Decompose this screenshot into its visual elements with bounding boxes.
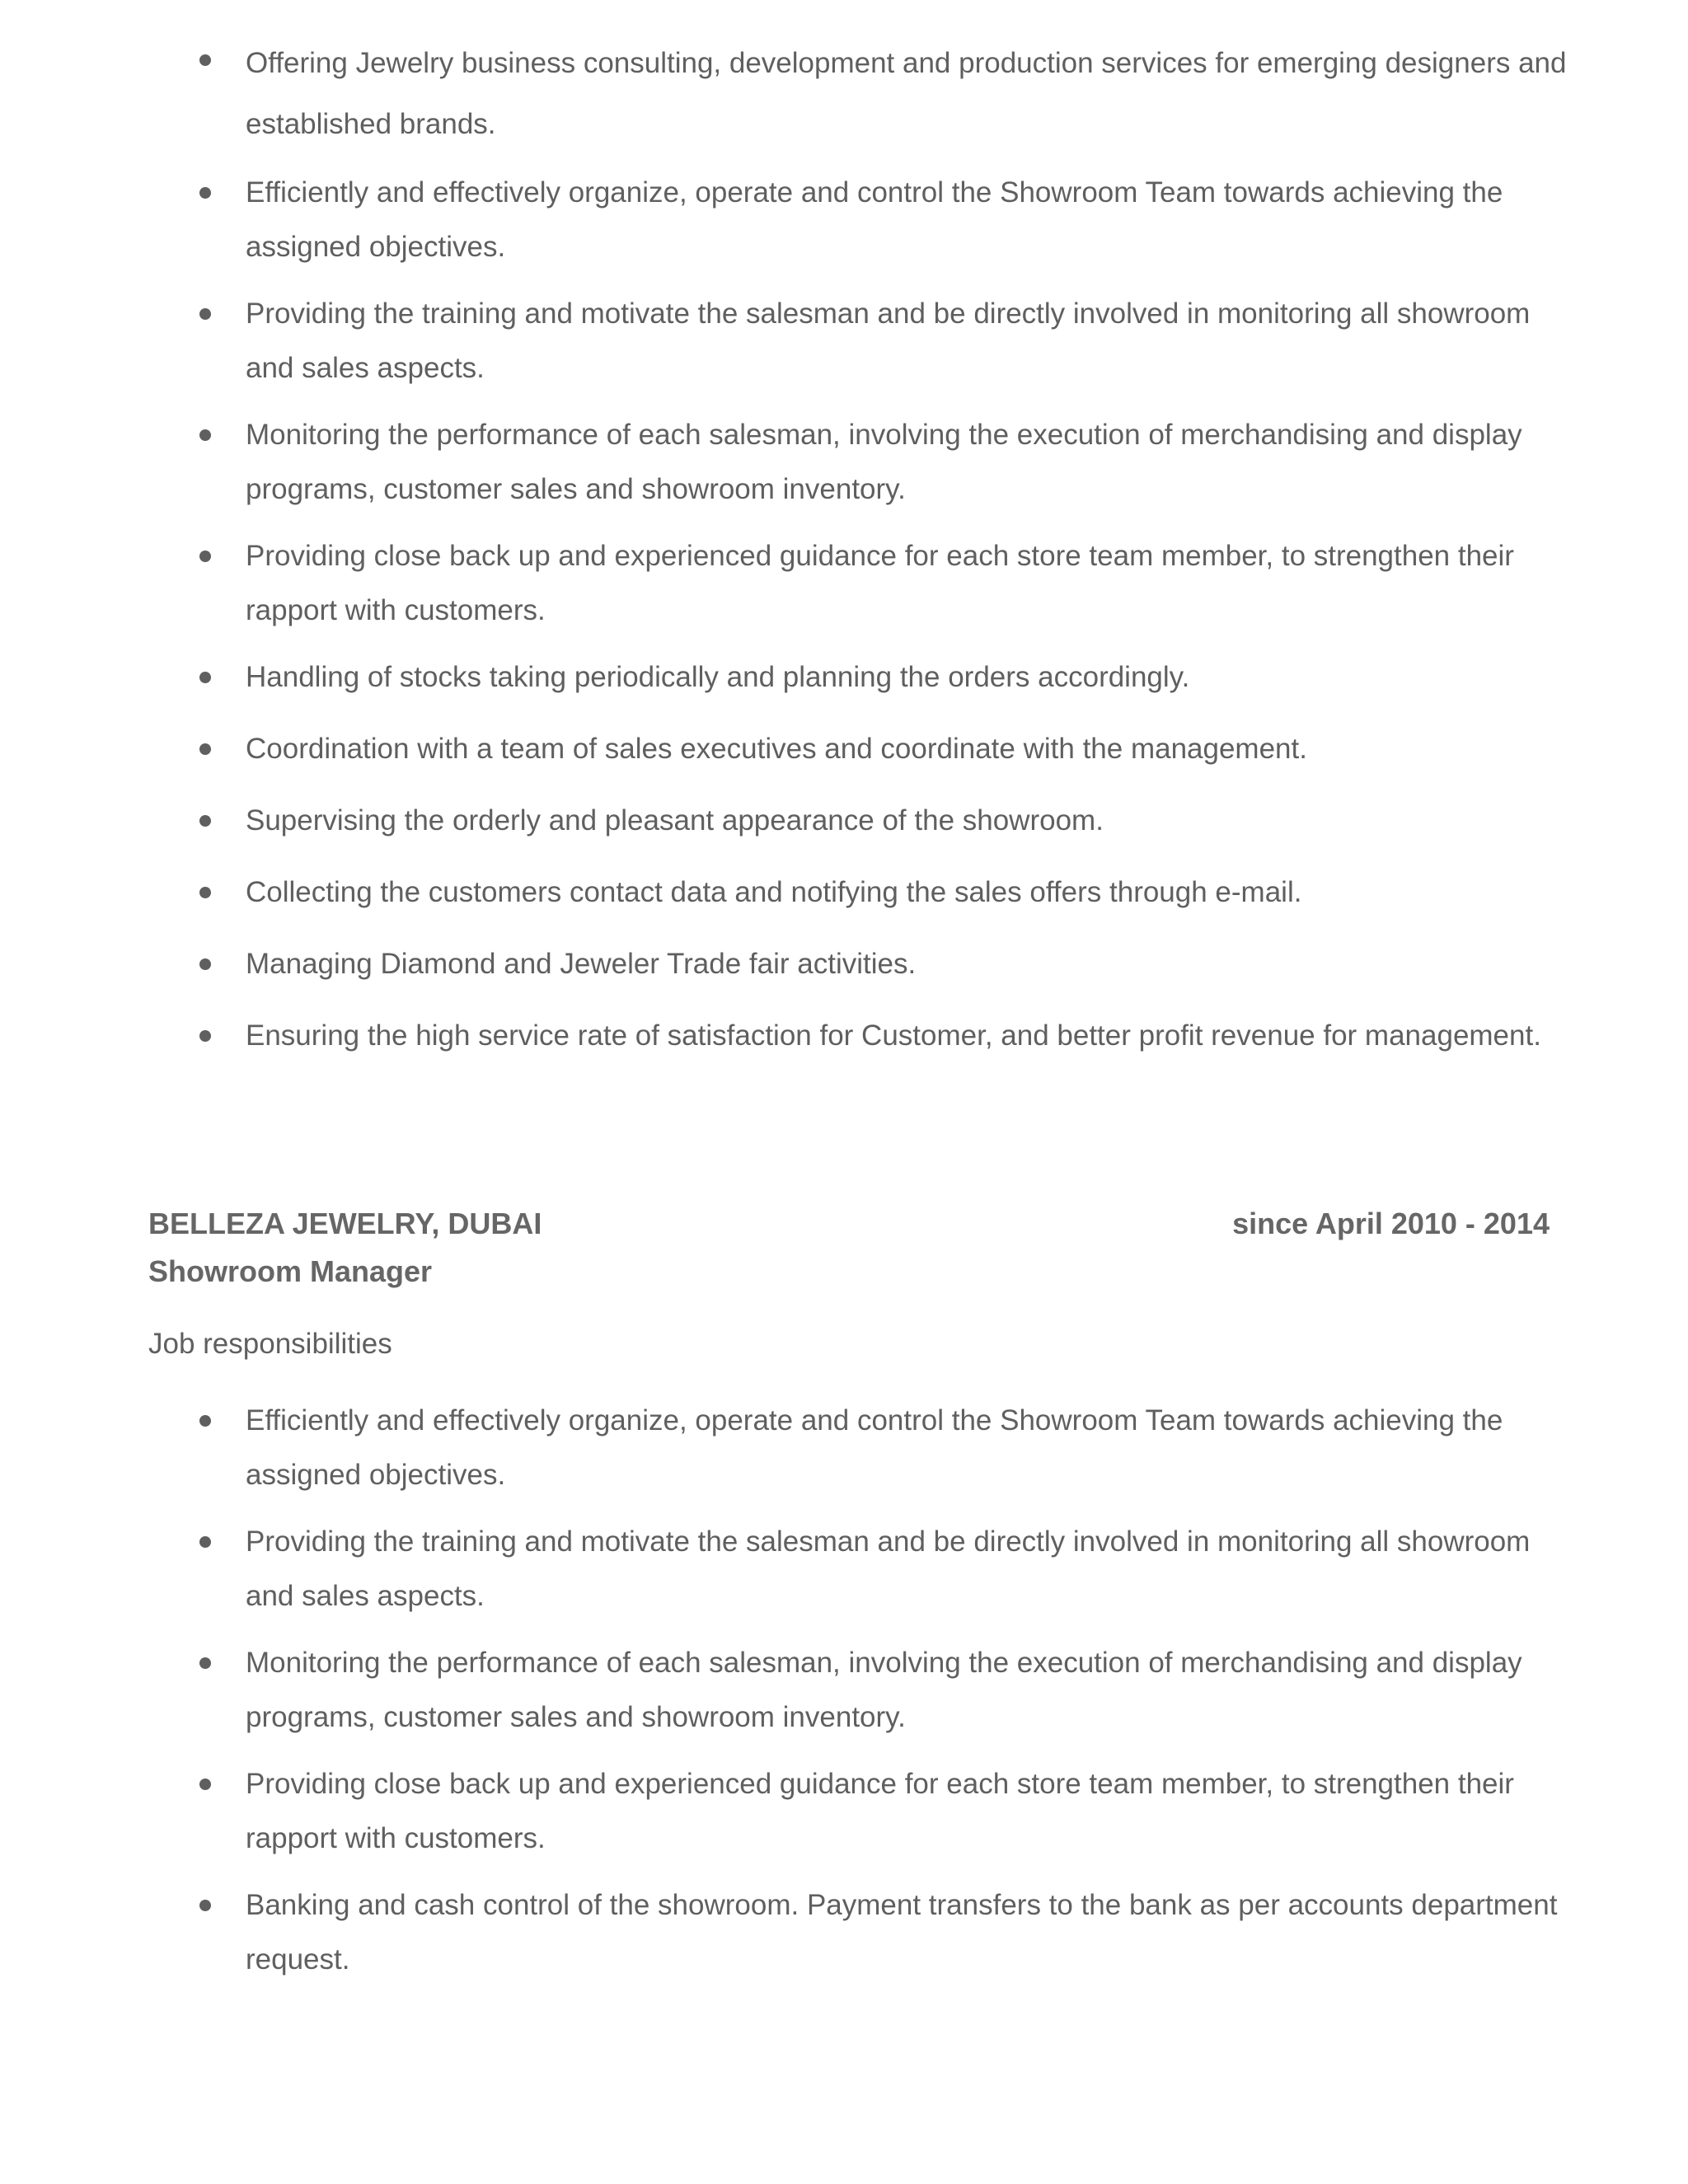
bullet-text: Providing the training and motivate the salesman and be directly involved in monitoring all showroom and sales aspects.: [246, 298, 1531, 384]
bullet-text: Providing the training and motivate the salesman and be directly involved in monitoring all showroom and sales aspects.: [246, 1526, 1531, 1612]
bullet-text: Providing close back up and experienced guidance for each store team member, to strengthen their rapport with customers.: [246, 1768, 1514, 1854]
bullet-dot-icon: [199, 1657, 211, 1669]
company-name: BELLEZA JEWELRY, DUBAI: [148, 1207, 542, 1240]
bullet-text: Providing close back up and experienced guidance for each store team member, to strengthen their rapport with customers.: [246, 540, 1514, 626]
bullet-dot-icon: [199, 887, 211, 898]
job-title: Showroom Manager: [148, 1254, 433, 1288]
bullet-text: Banking and cash control of the showroom. Payment transfers to the bank as per accounts department request.: [246, 1889, 1558, 1975]
bullet-dot-icon: [199, 54, 211, 66]
bullet-text: Monitoring the performance of each salesman, involving the execution of merchandising and display programs, customer sales and showroom inventory.: [246, 419, 1522, 505]
bullet-text: Monitoring the performance of each salesman, involving the execution of merchandising and display programs, customer sales and showroom inventory.: [246, 1647, 1522, 1733]
bullet-dot-icon: [199, 743, 211, 755]
bullet-dot-icon: [199, 815, 211, 827]
employment-period: since April 2010 - 2014: [1232, 1207, 1550, 1240]
bullet-text: Supervising the orderly and pleasant appearance of the showroom.: [246, 804, 1104, 837]
responsibilities-heading: Job responsibilities: [148, 1328, 392, 1360]
bullet-dot-icon: [199, 551, 211, 562]
bullet-text: Efficiently and effectively organize, operate and control the Showroom Team towards achieving the assigned objectives.: [246, 176, 1503, 263]
bullet-dot-icon: [199, 308, 211, 320]
bullet-text: Offering Jewelry business consulting, development and production services for emerging designers and established brands.: [246, 47, 1567, 140]
bullet-dot-icon: [199, 1779, 211, 1790]
bullet-dot-icon: [199, 1900, 211, 1911]
bullet-dot-icon: [199, 958, 211, 970]
bullet-dot-icon: [199, 672, 211, 683]
bullet-dot-icon: [199, 429, 211, 441]
bullet-text: Managing Diamond and Jeweler Trade fair activities.: [246, 948, 917, 980]
bullet-dot-icon: [199, 1415, 211, 1427]
bullet-text: Coordination with a team of sales executives and coordinate with the management.: [246, 733, 1307, 765]
bullet-dot-icon: [199, 1030, 211, 1042]
bullet-text: Efficiently and effectively organize, operate and control the Showroom Team towards achieving the assigned objectives.: [246, 1404, 1503, 1491]
bullet-text: Collecting the customers contact data and notifying the sales offers through e-mail.: [246, 876, 1302, 908]
bullet-dot-icon: [199, 187, 211, 199]
bullet-text: Handling of stocks taking periodically and planning the orders accordingly.: [246, 661, 1190, 693]
bullet-text: Ensuring the high service rate of satisfaction for Customer, and better profit revenue for management.: [246, 1019, 1541, 1052]
bullet-dot-icon: [199, 1536, 211, 1548]
